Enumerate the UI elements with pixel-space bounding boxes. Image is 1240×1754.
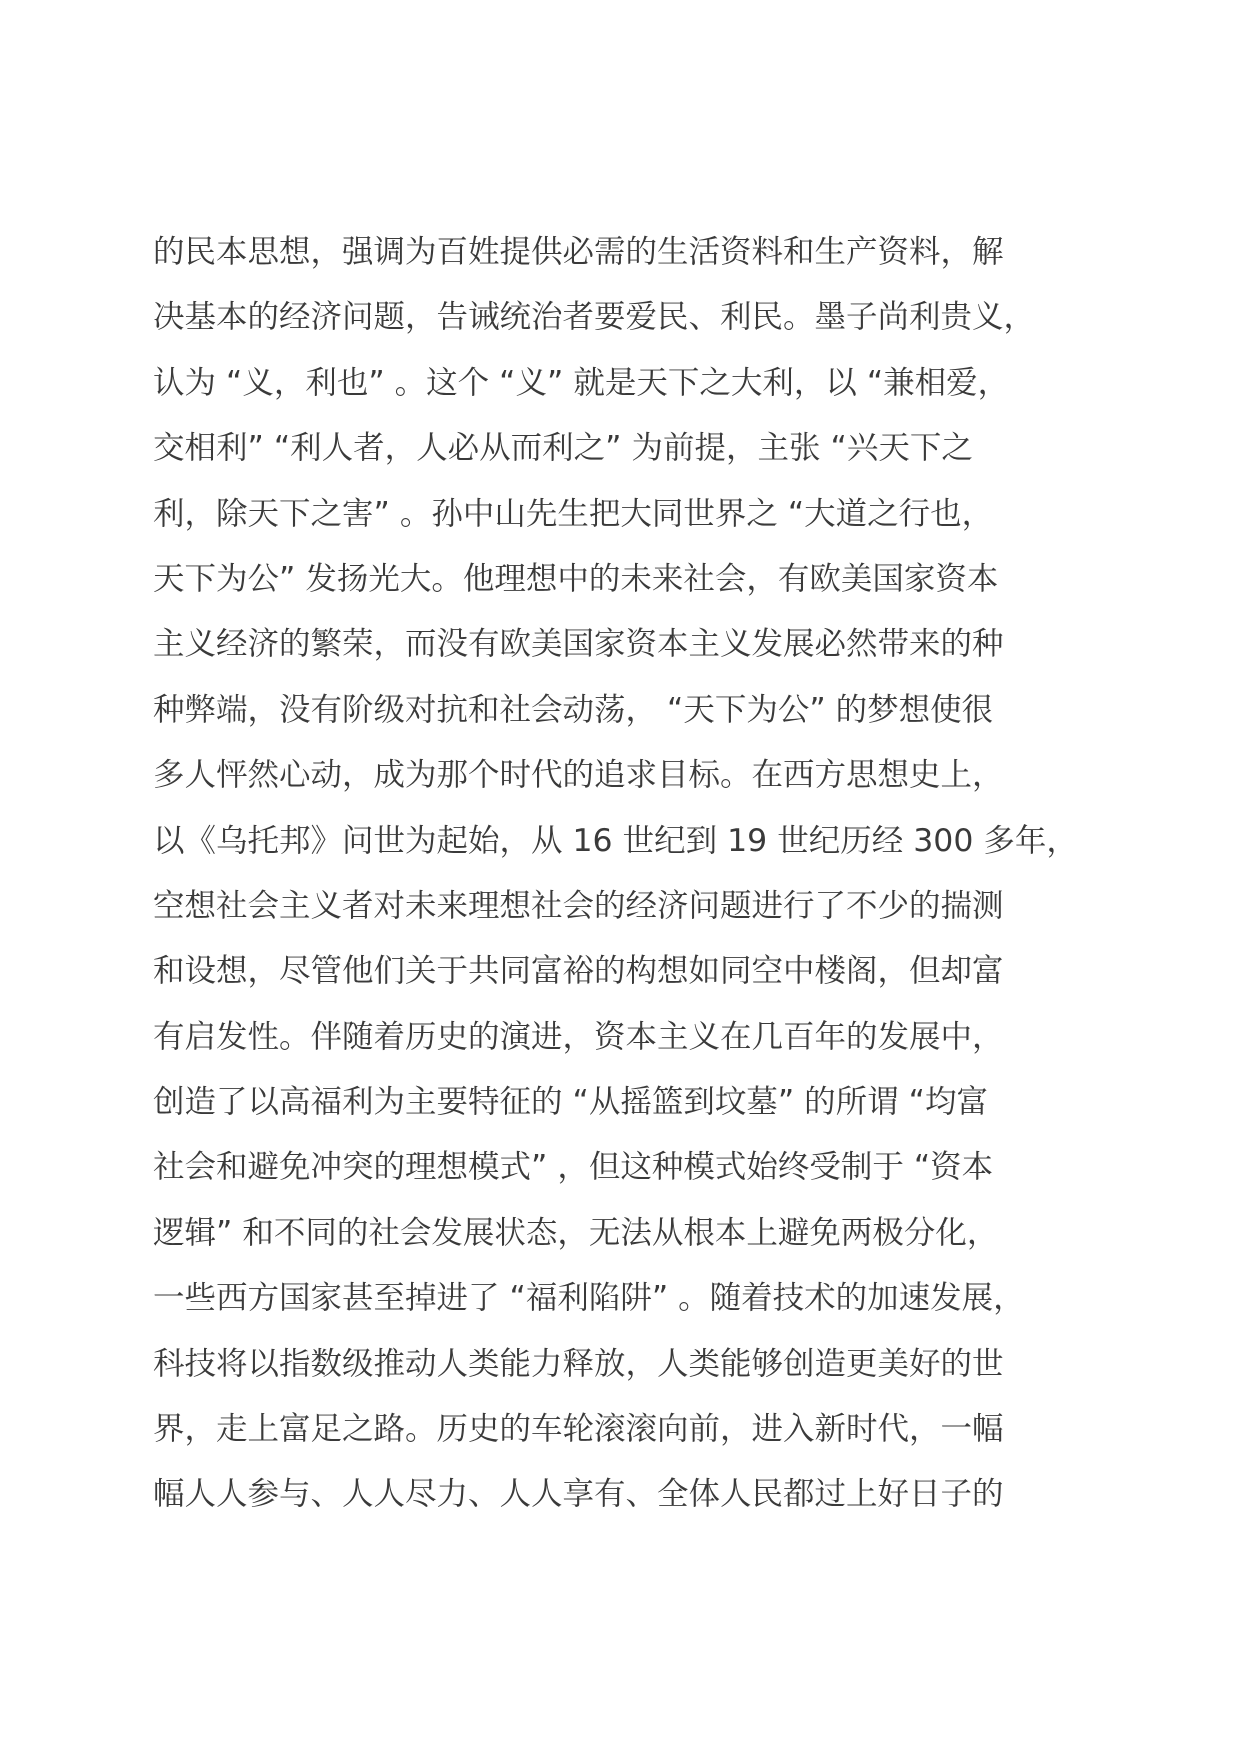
text-line: 决基本的经济问题，告诫统治者要爱民、利民。墨子尚利贵义， (153, 299, 1036, 336)
text-line: 利，除天下之害” 。孙中山先生把大同世界之 “大道之行也， (153, 495, 994, 532)
text-line: 和设想，尽管他们关于共同富裕的构想如同空中楼阁，但却富 (153, 953, 1004, 990)
text-line: 创造了以高福利为主要特征的 “从摇篮到坟墓” 的所谓 “均富 (153, 1084, 988, 1121)
text-line: 的民本思想，强调为百姓提供必需的生活资料和生产资料，解 (153, 234, 1004, 270)
text-line: 空想社会主义者对未来理想社会的经济问题进行了不少的揣测 (153, 887, 1004, 924)
text-line: 天下为公” 发扬光大。他理想中的未来社会，有欧美国家资本 (153, 560, 999, 597)
body-text (153, 220, 1113, 1528)
text-line: 逻辑” 和不同的社会发展状态，无法从根本上避免两极分化， (153, 1214, 999, 1251)
text-line: 交相利” “利人者，人必从而利之” 为前提，主张 “兴天下之 (153, 430, 973, 467)
text-line: 社会和避免冲突的理想模式” ，但这种模式始终受制于 “资本 (153, 1149, 994, 1186)
text-line: 种弊端，没有阶级对抗和社会动荡， “天下为公” 的梦想使很 (153, 691, 994, 728)
text-line: 有启发性。伴随着历史的演进，资本主义在几百年的发展中， (153, 1018, 1004, 1055)
text-line: 以《乌托邦》问世为起始，从 16 世纪到 19 世纪历经 300 多年， (153, 822, 1078, 859)
text-line: 界，走上富足之路。历史的车轮滚滚向前，进入新时代，一幅 (153, 1411, 1004, 1448)
text-line: 多人怦然心动，成为那个时代的追求目标。在西方思想史上， (153, 757, 1004, 794)
text-line: 科技将以指数级推动人类能力释放，人类能够创造更美好的世 (153, 1345, 1004, 1382)
text-line: 幅人人参与、人人尽力、人人享有、全体人民都过上好日子的 (153, 1476, 1004, 1513)
text-line: 一些西方国家甚至掉进了 “福利陷阱” 。随着技术的加速发展， (153, 1280, 1025, 1317)
text-line: 主义经济的繁荣，而没有欧美国家资本主义发展必然带来的种 (153, 626, 1004, 663)
text-line: 认为 “义，利也” 。这个 “义” 就是天下之大利，以 “兼相爱， (153, 364, 1010, 401)
